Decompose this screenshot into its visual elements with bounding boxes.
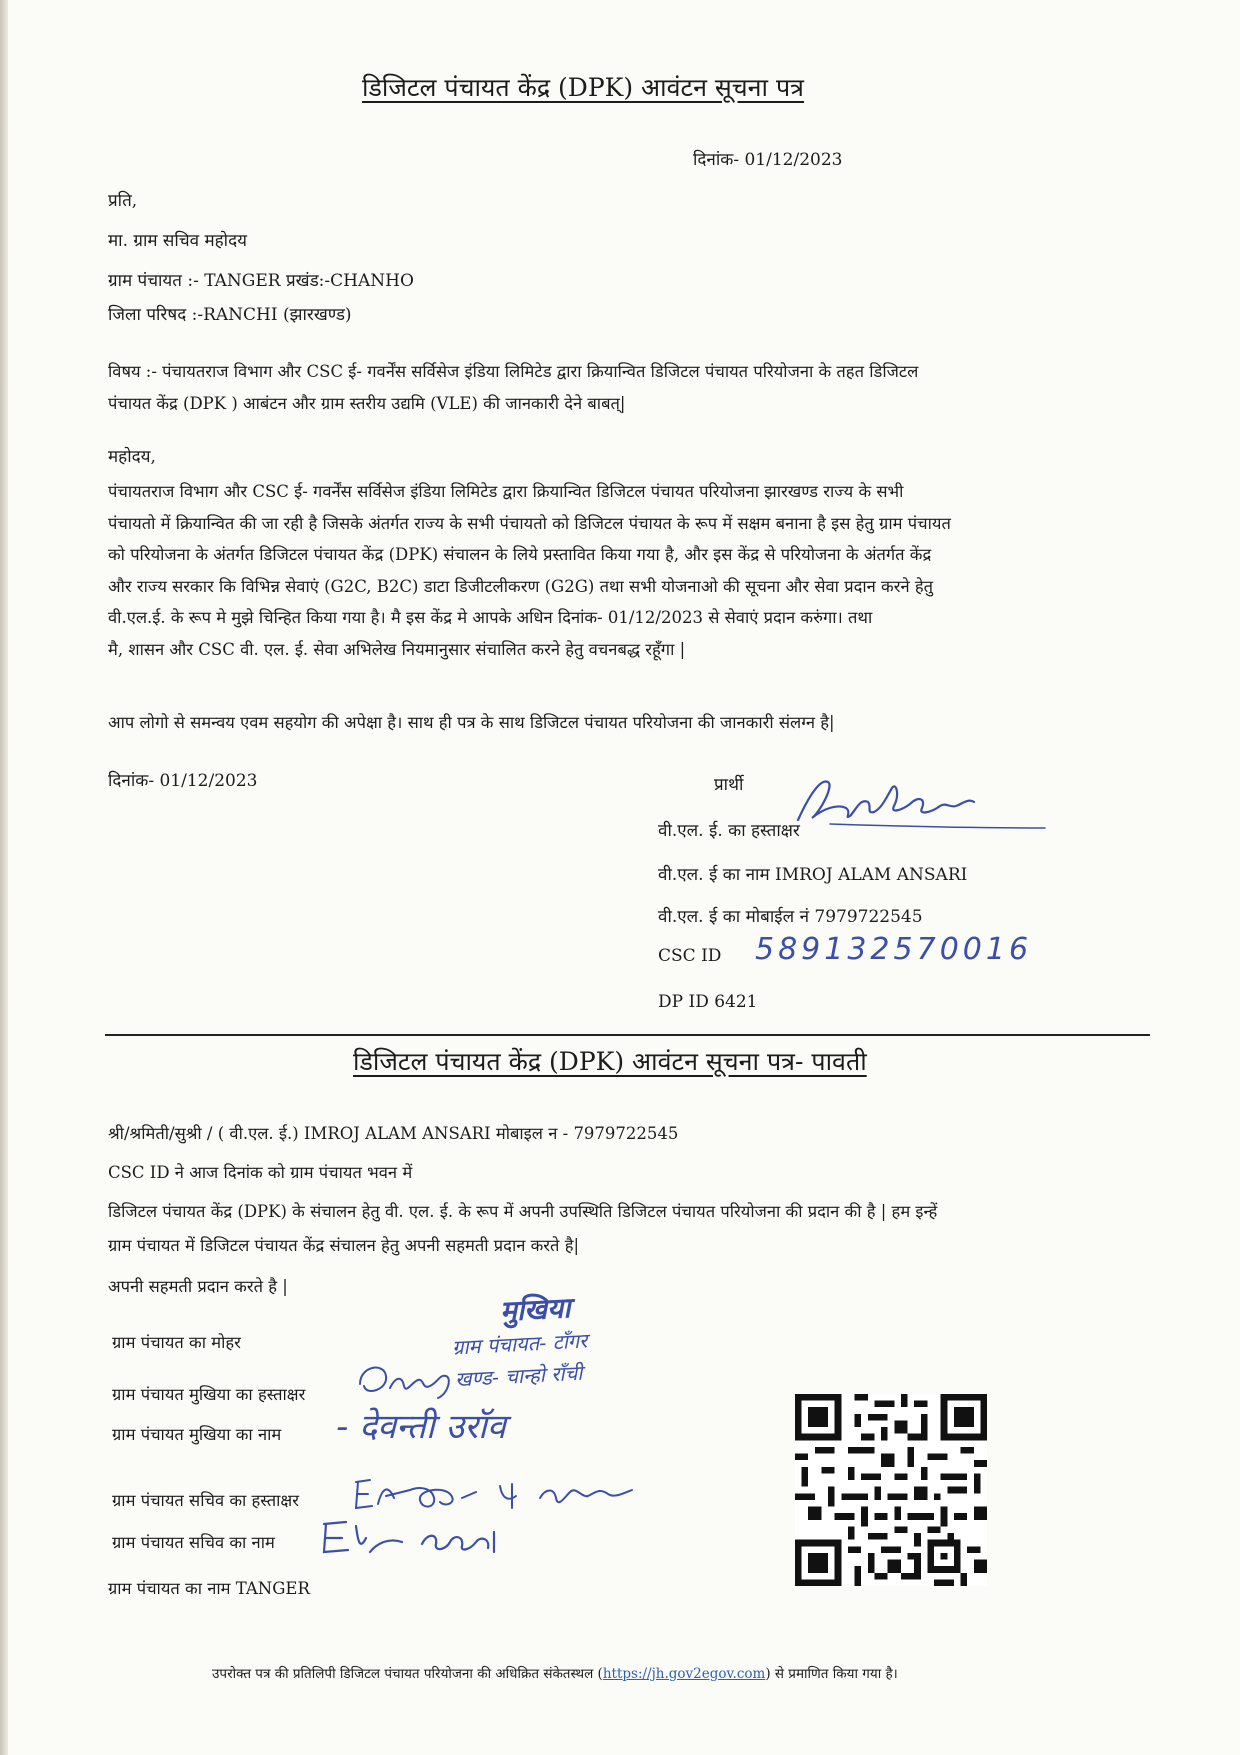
sachiv-name-label: ग्राम पंचायत सचिव का नाम [112, 1533, 275, 1552]
to-line: प्रति, [108, 191, 138, 211]
qr-code [795, 1394, 987, 1586]
letter-title: डिजिटल पंचायत केंद्र (DPK) आवंटन सूचना पत्र [362, 73, 804, 102]
footer-prefix: उपरोक्त पत्र की प्रतिलिपी डिजिटल पंचायत परियोजना की अधिक्रित संकेतस्थल ( [212, 1666, 603, 1682]
sachiv-name-handwritten [318, 1512, 538, 1562]
vle-signature-label: वी.एल. ई. का हस्ताक्षर [658, 821, 800, 841]
receipt-line-1: श्री/श्रमिती/सुश्री / ( वी.एल. ई.) IMROJ ALAM ANSARI मोबाइल न - 7979722545 [108, 1124, 679, 1143]
consent-line: अपनी सहमती प्रदान करते है | [108, 1277, 288, 1296]
body-line: वी.एल.ई. के रूप मे मुझे चिन्हित किया गया है। मै इस केंद्र मे आपके अधिन दिनांक- 01/12/2023 से सेवाएं प्रदान करुंगा। तथा [108, 608, 873, 628]
footer-link[interactable]: https://jh.gov2egov.com [602, 1666, 766, 1682]
subject [108, 356, 918, 419]
mukhiya-stamp-line: ग्राम पंचायत- टाँगर [451, 1328, 588, 1360]
sachiv-signature-label: ग्राम पंचायत सचिव का हस्ताक्षर [112, 1491, 299, 1510]
receipt-line-3a: डिजिटल पंचायत केंद्र (DPK) के संचालन हेतु वी. एल. ई. के रूप में अपनी उपस्थिति डिजिटल पंचायत परियोजना की प्रदान की है | हम इन्हें [108, 1202, 938, 1221]
body-line: मै, शासन और CSC वी. एल. ई. सेवा अभिलेख नियमानुसार संचालित करने हेतु वचनबद्ध रहूँगा | [108, 639, 686, 659]
body-line: पंचायतो में क्रियान्वित की जा रही है जिसके अंतर्गत राज्य के सभी पंचायतो को डिजिटल पंचायत के रूप में सक्षम बनाना है इस हेतु ग्राम पंचायत [108, 513, 951, 533]
letter-body [108, 476, 951, 666]
csc-id-label: CSC ID [658, 946, 722, 966]
receipt-title: डिजिटल पंचायत केंद्र (DPK) आवंटन सूचना पत्र- पावती [353, 1047, 867, 1076]
vle-mobile: वी.एल. ई का मोबाईल नं 7979722545 [658, 907, 923, 927]
letter-date-top: दिनांक- 01/12/2023 [693, 150, 843, 170]
mukhiya-stamp-title: मुखिया [499, 1291, 572, 1328]
footer-suffix: ) से प्रमाणित किया गया है। [765, 1666, 898, 1682]
body-line: और राज्य सरकार कि विभिन्न सेवाएं (G2C, B2C) डाटा डिजीटलीकरण (G2G) तथा सभी योजनाओ की सूचना और सेवा प्रदान करने हेतु [108, 576, 934, 596]
receipt-line-2: CSC ID ने आज दिनांक को ग्राम पंचायत भवन में [108, 1163, 413, 1182]
subject-line: विषय :- पंचायतराज विभाग और CSC ई- गवर्नेंस सर्विसेज इंडिया लिमिटेड द्वारा क्रियान्वित डिजिटल पंचायत परियोजना के तहत डिजिटल [108, 362, 919, 381]
mukhiya-signature [350, 1354, 470, 1406]
district-line: जिला परिषद :-RANCHI (झारखण्ड) [108, 305, 352, 325]
addressee: मा. ग्राम सचिव महोदय [108, 231, 247, 251]
mukhiya-signature-label: ग्राम पंचायत मुखिया का हस्ताक्षर [112, 1385, 306, 1404]
mukhiya-name-handwritten: - देवन्ती उरॉव [336, 1407, 506, 1447]
panchayat-name: ग्राम पंचायत का नाम TANGER [108, 1579, 310, 1598]
vle-signature [790, 768, 1052, 832]
seal-label: ग्राम पंचायत का मोहर [112, 1333, 241, 1352]
mukhiya-stamp-line: खण्ड- चान्हो राँची [454, 1360, 583, 1392]
salutation: महोदय, [108, 447, 156, 467]
section-divider [105, 1034, 1150, 1036]
cooperation-line: आप लोगो से समन्वय एवम सहयोग की अपेक्षा है। साथ ही पत्र के साथ डिजिटल पंचायत परियोजना की जानकारी संलग्न है| [108, 713, 835, 732]
gram-panchayat-line: ग्राम पंचायत :- TANGER प्रखंड:-CHANHO [108, 271, 414, 291]
footer-note [212, 1664, 898, 1682]
dp-id: DP ID 6421 [658, 992, 758, 1012]
csc-id-handwritten: 589132570016 [755, 932, 1033, 967]
vle-name: वी.एल. ई का नाम IMROJ ALAM ANSARI [658, 865, 968, 885]
applicant-label: प्रार्थी [714, 775, 744, 795]
scan-edge-shadow [0, 0, 8, 1755]
mukhiya-name-label: ग्राम पंचायत मुखिया का नाम [112, 1425, 282, 1444]
body-line: को परियोजना के अंतर्गत डिजिटल पंचायत केंद्र (DPK) संचालन के लिये प्रस्तावित किया गया है, और इस केंद्र से परियोजना के अंतर्गत केंद्र [108, 545, 932, 565]
letter-date-bottom: दिनांक- 01/12/2023 [108, 771, 258, 791]
receipt-line-3b: ग्राम पंचायत में डिजिटल पंचायत केंद्र संचालन हेतु अपनी सहमती प्रदान करते है| [108, 1236, 580, 1255]
subject-line: पंचायत केंद्र (DPK ) आबंटन और ग्राम स्तरीय उद्यमि (VLE) की जानकारी देने बाबत्| [108, 393, 626, 413]
body-line: पंचायतराज विभाग और CSC ई- गवर्नेंस सर्विसेज इंडिया लिमिटेड द्वारा क्रियान्वित डिजिटल पंचायत परियोजना झारखण्ड राज्य के सभी [108, 482, 904, 501]
